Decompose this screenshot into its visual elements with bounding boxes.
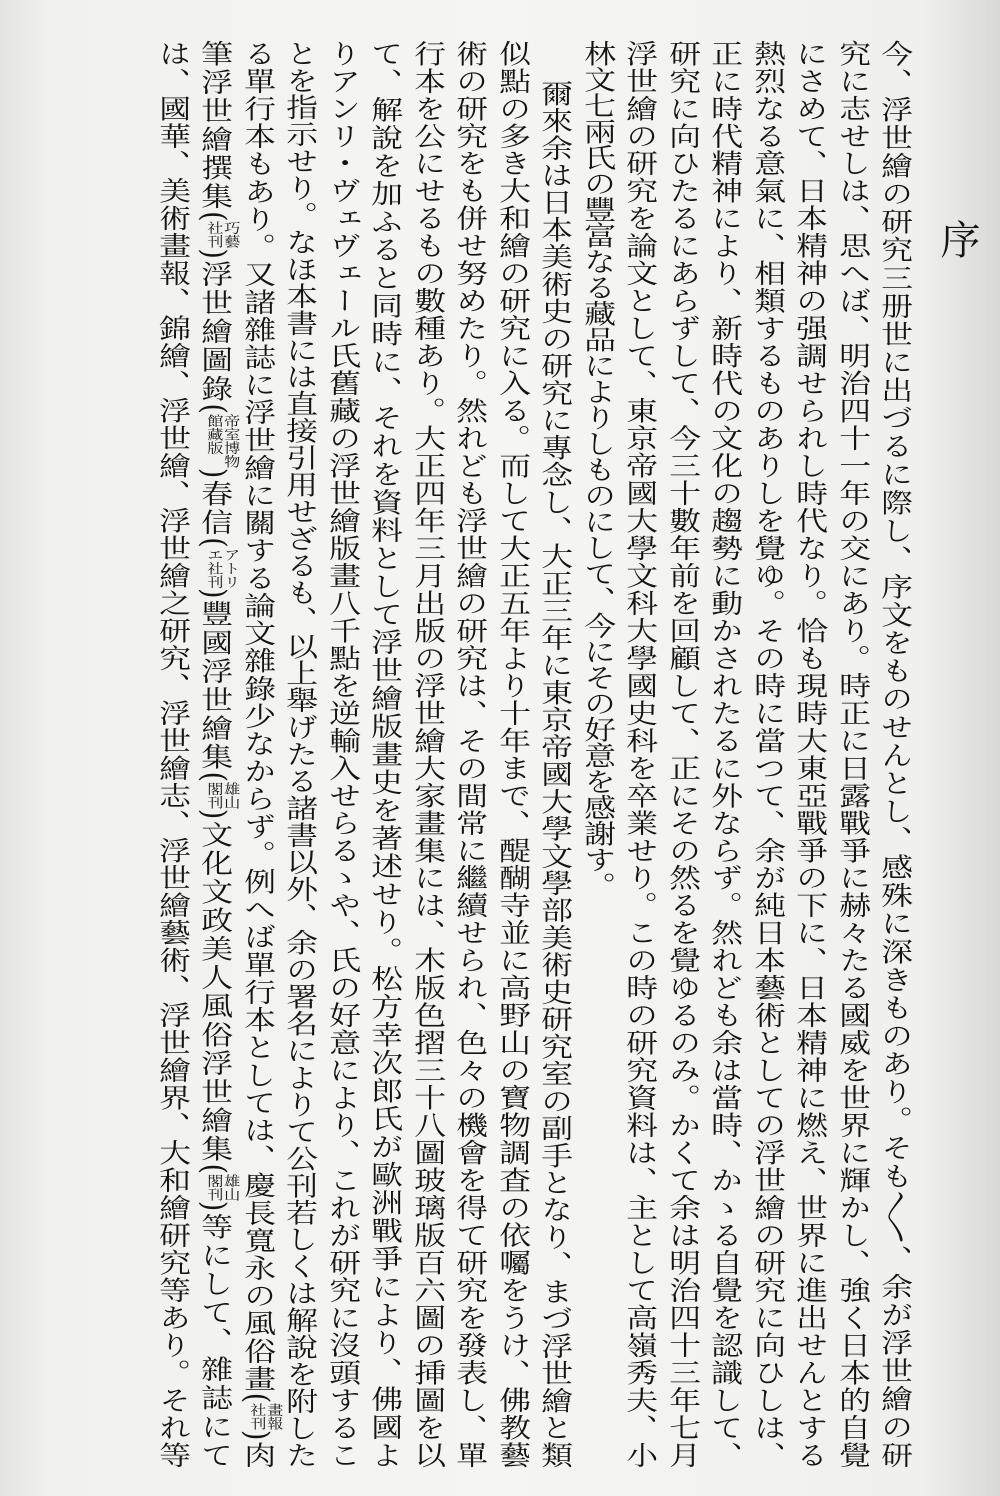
- text-segment: )浮世繪圖錄(: [195, 248, 233, 414]
- annotation-line: 畫報: [262, 1403, 282, 1431]
- text-segment: )文化文政美人風俗浮世繪集(: [195, 808, 233, 1174]
- inline-annotation: [205, 1174, 239, 1201]
- annotation-line: エ社刊: [203, 547, 223, 589]
- annotation-line: 帝室博物: [220, 413, 240, 468]
- text-segment: )豐國浮世繪集(: [195, 588, 233, 782]
- annotation-line: 閣刊: [203, 781, 223, 809]
- text-column: とを指示せり。なほ本書には直接引用せざるも、以上舉げたる諸書以外、余の署名によりて公刊若しくは解說を附した: [280, 40, 318, 1468]
- page-title: 序: [934, 219, 980, 259]
- inline-annotation: [205, 221, 239, 248]
- text-column: 究に志せしは、思へば、明治四十一年の交にあり。時正に日露戰爭に赫々たる國威を世界に輝かし、強く日本的自覺: [832, 40, 870, 1468]
- text-column: りアンリ・ヴェヴェール氏舊藏の浮世繪版畫八千點を逆輸入せらるゝや、氏の好意により、これが研究に沒頭するこ: [322, 40, 360, 1469]
- text-column: 爾來余は日本美術史の研究に專念し、大正三年に東京帝國大學文學部美術史研究室の副手となり、まづ浮世繪と類: [535, 80, 573, 1468]
- text-column: 行本を公にせるもの數種あり。大正四年三月出版の浮世繪大家畫集には、木版色摺三十八圖玻璃版百六圖の挿圖を以: [407, 40, 445, 1469]
- text-column: 林文七兩氏の豐富なる藏品によりしものにして、今にその好意を感謝す。: [577, 40, 615, 898]
- inline-annotation: [247, 1403, 281, 1430]
- annotation-line: アトリ: [220, 547, 240, 589]
- text-column: て、解說を加ふると同時に、それを資料として浮世繪版畫史を著述せり。松方幸次郎氏が歐洲戰爭により、佛國よ: [365, 40, 403, 1468]
- text-column: 今、浮世繪の研究三册世に出づるに際し、序文をものせんとし、感殊に深きものあり。そも〱、余が浮世繪の研: [875, 40, 913, 1468]
- annotation-line: 社刊: [245, 1403, 266, 1431]
- text-column: 術の研究をも併せ努めたり。然れども浮世繪の研究は、その間常に繼續せられ、色々の機會を得て研究を發表し、單: [450, 40, 488, 1468]
- text-segment: )肉: [237, 1430, 275, 1468]
- text-column: 正に時代精神により、新時代の文化の趨勢に動かされたるに外ならず。然れども余は當時、かゝる自覺を認識して、: [705, 40, 743, 1469]
- inline-annotation: [205, 414, 239, 468]
- text-column: 熱烈なる意氣に、相類するものありしを覺ゆ。その時に當つて、余が純日本藝術としての浮世繪の研究に向ひしは、: [747, 40, 785, 1468]
- text-column: にさめて、日本精神の强調せられし時代なり。恰も現時大東亞戰爭の下に、日本精神に燃え、世界に進出せんとする: [790, 40, 828, 1468]
- text-column: 研究に向ひたるにあらずして、今三十數年前を回顧して、正にその然るを覺ゆるのみ。かくて余は明治四十三年七月: [662, 40, 700, 1468]
- inline-annotation: [205, 782, 239, 809]
- text-column: 似點の多き大和繪の研究に入る。而して大正五年より十年まで、醍醐寺並に高野山の寶物調査の依囑をうけ、佛教藝: [492, 40, 530, 1468]
- text-segment: )春信(: [195, 467, 233, 548]
- text-segment: 筆浮世繪撰集(: [195, 40, 233, 222]
- annotation-line: 雄山: [220, 781, 240, 809]
- annotation-line: 雄山: [220, 1173, 240, 1201]
- annotation-line: 館藏版: [203, 413, 223, 455]
- inline-annotation: [205, 548, 239, 589]
- annotation-line: 社刊: [203, 221, 223, 249]
- text-column: 浮世繪の研究を論文として、東京帝國大學文科大學國史科を卒業せり。この時の研究資料は、主として高嶺秀夫、小: [620, 40, 658, 1468]
- text-segment: る單行本もあり。又諸雜誌に浮世繪に關する論文雜錄少なからず。例へば單行本としては、慶長寬永の風俗畫(: [237, 40, 275, 1404]
- annotation-line: 閣刊: [203, 1173, 223, 1201]
- text-column: は、國華、美術畫報、錦繪、浮世繪、浮世繪之研究、浮世繪志、浮世繪藝術、浮世繪界、大和繪研究等あり。それ等: [152, 40, 190, 1468]
- text-segment: )等にして、雜誌にて: [195, 1200, 233, 1468]
- annotation-line: 巧藝: [220, 221, 240, 249]
